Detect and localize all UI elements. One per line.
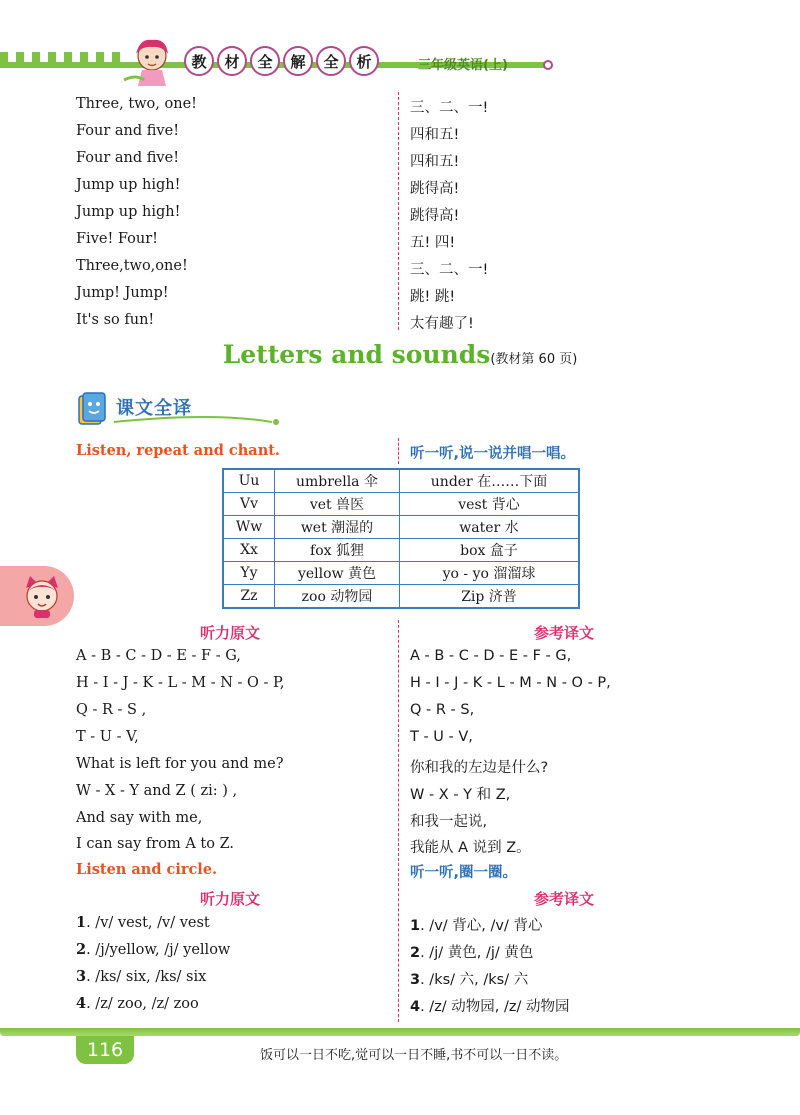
line-english: H - I - J - K - L - M - N - O - P,: [76, 675, 285, 691]
column-heading-original: 听力原文: [200, 624, 261, 642]
header-badge: 教: [184, 46, 214, 76]
exercise-english: [76, 941, 230, 958]
table-row: [223, 493, 579, 516]
page-header: [0, 0, 800, 90]
subsection-tag: [76, 388, 246, 428]
chant-row: [0, 204, 800, 231]
header-end-dot-icon: [543, 60, 553, 70]
chant-line-row: [0, 729, 800, 756]
letters-table: [222, 468, 580, 609]
table-cell-letter: Vv: [223, 493, 275, 516]
table-cell-letter: Ww: [223, 516, 275, 539]
table-cell-letter: Xx: [223, 539, 275, 562]
column-heading-translation: 参考译文: [534, 890, 595, 908]
table-row: [223, 585, 579, 609]
section-title: [0, 340, 800, 369]
chant-english: Four and five!: [76, 123, 180, 139]
table-cell-word: vet 兽医: [275, 493, 400, 516]
header-badge: 全: [316, 46, 346, 76]
chant-english: Jump up high!: [76, 177, 181, 193]
line-english: W - X - Y and Z ( zi: ) ,: [76, 783, 238, 799]
chant-english: Jump! Jump!: [76, 285, 169, 301]
table-cell-word: yo - yo 溜溜球: [400, 562, 580, 585]
chant-english: Jump up high!: [76, 204, 181, 220]
exercise-chinese-text: . /j/ 黄色, /j/ 黄色: [420, 945, 534, 961]
table-row: [223, 469, 579, 493]
table-row: [223, 562, 579, 585]
exercise-chinese-text: . /ks/ 六, /ks/ 六: [420, 972, 529, 988]
chant-line-row: [0, 648, 800, 675]
chant-english: Three,two,one!: [76, 258, 188, 274]
line-chinese: 和我一起说,: [410, 814, 488, 830]
line-english: I can say from A to Z.: [76, 836, 234, 852]
table-cell-letter: Zz: [223, 585, 275, 609]
table-cell-letter: Yy: [223, 562, 275, 585]
footer-motto: 饭可以一日不吃,觉可以一日不睡,书不可以一日不读。: [260, 1048, 568, 1063]
exercise-row: [0, 914, 800, 941]
chant-row: [0, 150, 800, 177]
footer-green-bar: [0, 1028, 800, 1036]
line-english: And say with me,: [76, 810, 203, 826]
cartoon-face-icon: [22, 574, 62, 618]
chant-chinese: 四和五!: [410, 154, 460, 170]
table-cell-letter: Uu: [223, 469, 275, 493]
table-cell-word: vest 背心: [400, 493, 580, 516]
exercise-english: [76, 968, 206, 985]
chant-row: [0, 312, 800, 339]
line-english: A - B - C - D - E - F - G,: [76, 648, 241, 664]
line-english: Q - R - S ,: [76, 702, 147, 718]
line-chinese: T - U - V,: [410, 729, 473, 745]
chant-line-row: [0, 810, 800, 837]
header-badge: 析: [349, 46, 379, 76]
instruction-chinese: 听一听,说一说并唱一唱。: [410, 446, 576, 462]
chant-line-row: [0, 675, 800, 702]
column-heading-translation: 参考译文: [534, 624, 595, 642]
chant-chinese: 跳得高!: [410, 181, 460, 197]
column-divider: [398, 438, 399, 464]
table-cell-word: yellow 黄色: [275, 562, 400, 585]
exercise-number: 2: [410, 945, 421, 961]
exercise-number: 2: [76, 941, 87, 958]
exercise-chinese: [410, 941, 533, 962]
section-page-reference: (教材第 60 页): [490, 352, 578, 367]
line-chinese: 我能从 A 说到 Z。: [410, 840, 531, 856]
chant-chinese: 跳得高!: [410, 208, 460, 224]
exercise-row: [0, 995, 800, 1022]
exercise-english: [76, 914, 210, 931]
book-mascot-icon: [76, 392, 108, 426]
exercise-row: [0, 968, 800, 995]
page-number: 116: [76, 1036, 134, 1064]
table-row: [223, 539, 579, 562]
header-badge: 材: [217, 46, 247, 76]
line-chinese: Q - R - S,: [410, 702, 475, 718]
exercise-english: [76, 995, 199, 1012]
exercise-number: 1: [410, 918, 421, 934]
table-cell-word: umbrella 伞: [275, 469, 400, 493]
exercise-number: 3: [410, 972, 421, 988]
table-cell-word: box 盒子: [400, 539, 580, 562]
table-cell-word: water 水: [400, 516, 580, 539]
chant-english: Three, two, one!: [76, 96, 197, 112]
section-title-text: Letters and sounds: [222, 340, 491, 369]
exercise-row: [0, 941, 800, 968]
exercise-chinese: [410, 914, 542, 935]
chant-chinese: 三、二、一!: [410, 262, 489, 278]
exercise-english-text: . /v/ vest, /v/ vest: [86, 915, 210, 931]
line-chinese: A - B - C - D - E - F - G,: [410, 648, 572, 664]
chant-row: [0, 285, 800, 312]
chant-line-row: [0, 756, 800, 783]
exercise-english-text: . /j/yellow, /j/ yellow: [86, 942, 231, 958]
instruction-english: Listen, repeat and chant.: [76, 442, 280, 459]
header-subtitle: 三年级英语(上): [418, 58, 508, 73]
exercise-number: 4: [410, 999, 421, 1015]
table-cell-word: fox 狐狸: [275, 539, 400, 562]
exercise-number: 3: [76, 968, 87, 985]
chant-line-row: [0, 783, 800, 810]
side-tab: [0, 566, 74, 626]
header-badge: 解: [283, 46, 313, 76]
subsection-underline-swoosh: [112, 414, 312, 428]
chant-english: Five! Four!: [76, 231, 159, 247]
chant-chinese: 太有趣了!: [410, 316, 474, 332]
chant-line-row: [0, 702, 800, 729]
chant-chinese: 五! 四!: [410, 235, 456, 251]
exercise-english-text: . /ks/ six, /ks/ six: [86, 969, 207, 985]
exercise-chinese-text: . /z/ 动物园, /z/ 动物园: [420, 999, 570, 1015]
chant-row: [0, 258, 800, 285]
exercise-number: 4: [76, 995, 87, 1012]
chant-chinese: 跳! 跳!: [410, 289, 456, 305]
chant-row: [0, 123, 800, 150]
table-cell-word: wet 潮湿的: [275, 516, 400, 539]
subsection-label: 课文全译: [116, 398, 192, 419]
table-cell-word: Zip 济普: [400, 585, 580, 609]
chant-row: [0, 96, 800, 123]
chant-chinese: 三、二、一!: [410, 100, 489, 116]
table-cell-word: under 在……下面: [400, 469, 580, 493]
chant-line-row: [0, 836, 800, 863]
chant-english: It's so fun!: [76, 312, 155, 328]
instruction-english: Listen and circle.: [76, 861, 218, 878]
exercise-chinese: [410, 968, 528, 989]
line-english: T - U - V,: [76, 729, 139, 745]
chant-row: [0, 177, 800, 204]
cartoon-girl-icon: [122, 36, 182, 88]
chant-english: Four and five!: [76, 150, 180, 166]
header-title-badges: [184, 46, 379, 76]
line-chinese: W - X - Y 和 Z,: [410, 787, 511, 803]
exercise-number: 1: [76, 914, 87, 931]
line-chinese: 你和我的左边是什么?: [410, 760, 549, 776]
exercise-chinese: [410, 995, 570, 1016]
line-english: What is left for you and me?: [76, 756, 284, 772]
header-badge: 全: [250, 46, 280, 76]
chant-chinese: 四和五!: [410, 127, 460, 143]
instruction-chinese: 听一听,圈一圈。: [410, 865, 518, 881]
line-chinese: H - I - J - K - L - M - N - O - P,: [410, 675, 611, 691]
exercise-english-text: . /z/ zoo, /z/ zoo: [86, 996, 199, 1012]
exercise-chinese-text: . /v/ 背心, /v/ 背心: [420, 918, 543, 934]
table-row: [223, 516, 579, 539]
table-cell-word: zoo 动物园: [275, 585, 400, 609]
column-heading-original: 听力原文: [200, 890, 261, 908]
chant-row: [0, 231, 800, 258]
